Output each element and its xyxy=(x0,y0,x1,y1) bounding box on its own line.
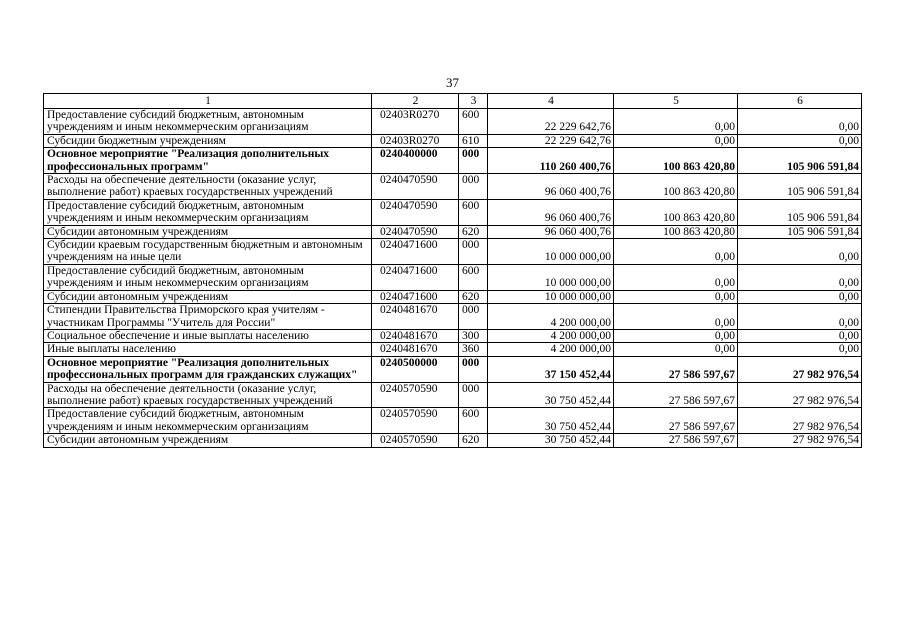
table-row xyxy=(44,264,862,290)
column-header: 1 xyxy=(44,94,372,109)
row-amount-cell: 0,00 xyxy=(738,343,862,356)
row-code-cell: 0240400000 xyxy=(372,148,459,174)
row-type-cell: 600 xyxy=(459,264,488,290)
row-type-cell: 620 xyxy=(459,225,488,238)
column-header: 5 xyxy=(614,94,738,109)
row-amount-cell: 0,00 xyxy=(614,134,738,147)
row-amount-cell: 0,00 xyxy=(614,264,738,290)
row-type-cell: 600 xyxy=(459,408,488,434)
table-row xyxy=(44,174,862,200)
row-code-cell: 0240471600 xyxy=(372,290,459,303)
row-amount-cell: 0,00 xyxy=(738,329,862,342)
row-type-cell: 300 xyxy=(459,329,488,342)
row-amount-cell: 0,00 xyxy=(738,109,862,135)
row-type-cell: 000 xyxy=(459,382,488,408)
row-code-cell: 0240471600 xyxy=(372,264,459,290)
row-name-cell: Субсидии автономным учреждениям xyxy=(44,290,372,303)
row-amount-cell: 4 200 000,00 xyxy=(488,343,614,356)
row-code-cell: 0240481670 xyxy=(372,343,459,356)
row-type-cell: 000 xyxy=(459,174,488,200)
row-amount-cell: 96 060 400,76 xyxy=(488,174,614,200)
table-row xyxy=(44,382,862,408)
row-amount-cell: 27 982 976,54 xyxy=(738,408,862,434)
row-code-cell: 0240470590 xyxy=(372,225,459,238)
row-code-cell: 02403R0270 xyxy=(372,109,459,135)
table-row xyxy=(44,290,862,303)
row-amount-cell: 0,00 xyxy=(738,304,862,330)
table-row xyxy=(44,434,862,447)
row-amount-cell: 96 060 400,76 xyxy=(488,199,614,225)
row-amount-cell: 0,00 xyxy=(738,290,862,303)
row-amount-cell: 27 982 976,54 xyxy=(738,434,862,447)
row-type-cell: 000 xyxy=(459,304,488,330)
table-row xyxy=(44,225,862,238)
row-name-cell: Предоставление субсидий бюджетным, автономным учреждениям и иным некоммерческим организациям xyxy=(44,109,372,135)
row-amount-cell: 0,00 xyxy=(614,239,738,265)
row-amount-cell: 10 000 000,00 xyxy=(488,239,614,265)
row-amount-cell: 100 863 420,80 xyxy=(614,174,738,200)
row-code-cell: 0240570590 xyxy=(372,382,459,408)
row-name-cell: Предоставление субсидий бюджетным, автономным учреждениям и иным некоммерческим организациям xyxy=(44,199,372,225)
row-code-cell: 0240481670 xyxy=(372,329,459,342)
column-header: 3 xyxy=(459,94,488,109)
row-amount-cell: 110 260 400,76 xyxy=(488,148,614,174)
table-row xyxy=(44,199,862,225)
table-row xyxy=(44,109,862,135)
row-code-cell: 0240570590 xyxy=(372,408,459,434)
table-row xyxy=(44,343,862,356)
row-type-cell: 000 xyxy=(459,148,488,174)
row-amount-cell: 27 982 976,54 xyxy=(738,356,862,382)
row-name-cell: Стипендии Правительства Приморского края учителям - участникам Программы "Учитель для России" xyxy=(44,304,372,330)
row-amount-cell: 0,00 xyxy=(614,343,738,356)
table-row xyxy=(44,329,862,342)
row-amount-cell: 105 906 591,84 xyxy=(738,174,862,200)
row-code-cell: 02403R0270 xyxy=(372,134,459,147)
row-name-cell: Субсидии бюджетным учреждениям xyxy=(44,134,372,147)
row-type-cell: 000 xyxy=(459,356,488,382)
row-amount-cell: 22 229 642,76 xyxy=(488,109,614,135)
row-amount-cell: 10 000 000,00 xyxy=(488,290,614,303)
row-amount-cell: 4 200 000,00 xyxy=(488,329,614,342)
column-header-row xyxy=(44,94,862,109)
row-amount-cell: 30 750 452,44 xyxy=(488,382,614,408)
budget-table xyxy=(43,93,862,448)
table-row xyxy=(44,239,862,265)
row-amount-cell: 96 060 400,76 xyxy=(488,225,614,238)
row-code-cell: 0240570590 xyxy=(372,434,459,447)
row-type-cell: 000 xyxy=(459,239,488,265)
column-header: 2 xyxy=(372,94,459,109)
row-name-cell: Предоставление субсидий бюджетным, автономным учреждениям и иным некоммерческим организациям xyxy=(44,408,372,434)
row-type-cell: 600 xyxy=(459,199,488,225)
row-amount-cell: 30 750 452,44 xyxy=(488,408,614,434)
row-name-cell: Предоставление субсидий бюджетным, автономным учреждениям и иным некоммерческим организациям xyxy=(44,264,372,290)
row-amount-cell: 0,00 xyxy=(614,290,738,303)
row-amount-cell: 105 906 591,84 xyxy=(738,225,862,238)
row-amount-cell: 27 586 597,67 xyxy=(614,356,738,382)
row-name-cell: Расходы на обеспечение деятельности (оказание услуг, выполнение работ) краевых государственных учреждений xyxy=(44,382,372,408)
row-amount-cell: 30 750 452,44 xyxy=(488,434,614,447)
row-amount-cell: 4 200 000,00 xyxy=(488,304,614,330)
row-code-cell: 0240470590 xyxy=(372,174,459,200)
row-name-cell: Основное мероприятие "Реализация дополнительных профессиональных программ для гражданских служащих" xyxy=(44,356,372,382)
row-amount-cell: 37 150 452,44 xyxy=(488,356,614,382)
row-amount-cell: 0,00 xyxy=(614,109,738,135)
row-name-cell: Субсидии краевым государственным бюджетным и автономным учреждениям на иные цели xyxy=(44,239,372,265)
page-number: 37 xyxy=(446,75,459,90)
row-amount-cell: 0,00 xyxy=(738,239,862,265)
row-amount-cell: 27 586 597,67 xyxy=(614,434,738,447)
row-type-cell: 610 xyxy=(459,134,488,147)
row-amount-cell: 27 586 597,67 xyxy=(614,408,738,434)
row-amount-cell: 0,00 xyxy=(614,304,738,330)
row-amount-cell: 27 982 976,54 xyxy=(738,382,862,408)
row-code-cell: 0240470590 xyxy=(372,199,459,225)
row-amount-cell: 0,00 xyxy=(614,329,738,342)
row-amount-cell: 100 863 420,80 xyxy=(614,148,738,174)
row-amount-cell: 10 000 000,00 xyxy=(488,264,614,290)
row-amount-cell: 27 586 597,67 xyxy=(614,382,738,408)
row-amount-cell: 0,00 xyxy=(738,264,862,290)
row-amount-cell: 105 906 591,84 xyxy=(738,148,862,174)
row-name-cell: Субсидии автономным учреждениям xyxy=(44,434,372,447)
row-type-cell: 360 xyxy=(459,343,488,356)
row-type-cell: 620 xyxy=(459,434,488,447)
row-type-cell: 620 xyxy=(459,290,488,303)
row-type-cell: 600 xyxy=(459,109,488,135)
table-row xyxy=(44,134,862,147)
row-name-cell: Расходы на обеспечение деятельности (оказание услуг, выполнение работ) краевых государственных учреждений xyxy=(44,174,372,200)
column-header: 6 xyxy=(738,94,862,109)
row-amount-cell: 22 229 642,76 xyxy=(488,134,614,147)
row-amount-cell: 0,00 xyxy=(738,134,862,147)
row-name-cell: Иные выплаты населению xyxy=(44,343,372,356)
row-name-cell: Субсидии автономным учреждениям xyxy=(44,225,372,238)
row-amount-cell: 100 863 420,80 xyxy=(614,199,738,225)
table-row xyxy=(44,408,862,434)
row-amount-cell: 105 906 591,84 xyxy=(738,199,862,225)
column-header: 4 xyxy=(488,94,614,109)
table-row xyxy=(44,148,862,174)
table-row xyxy=(44,304,862,330)
row-name-cell: Социальное обеспечение и иные выплаты населению xyxy=(44,329,372,342)
row-code-cell: 0240471600 xyxy=(372,239,459,265)
row-code-cell: 0240481670 xyxy=(372,304,459,330)
row-name-cell: Основное мероприятие "Реализация дополнительных профессиональных программ" xyxy=(44,148,372,174)
table-row xyxy=(44,356,862,382)
row-amount-cell: 100 863 420,80 xyxy=(614,225,738,238)
row-code-cell: 0240500000 xyxy=(372,356,459,382)
